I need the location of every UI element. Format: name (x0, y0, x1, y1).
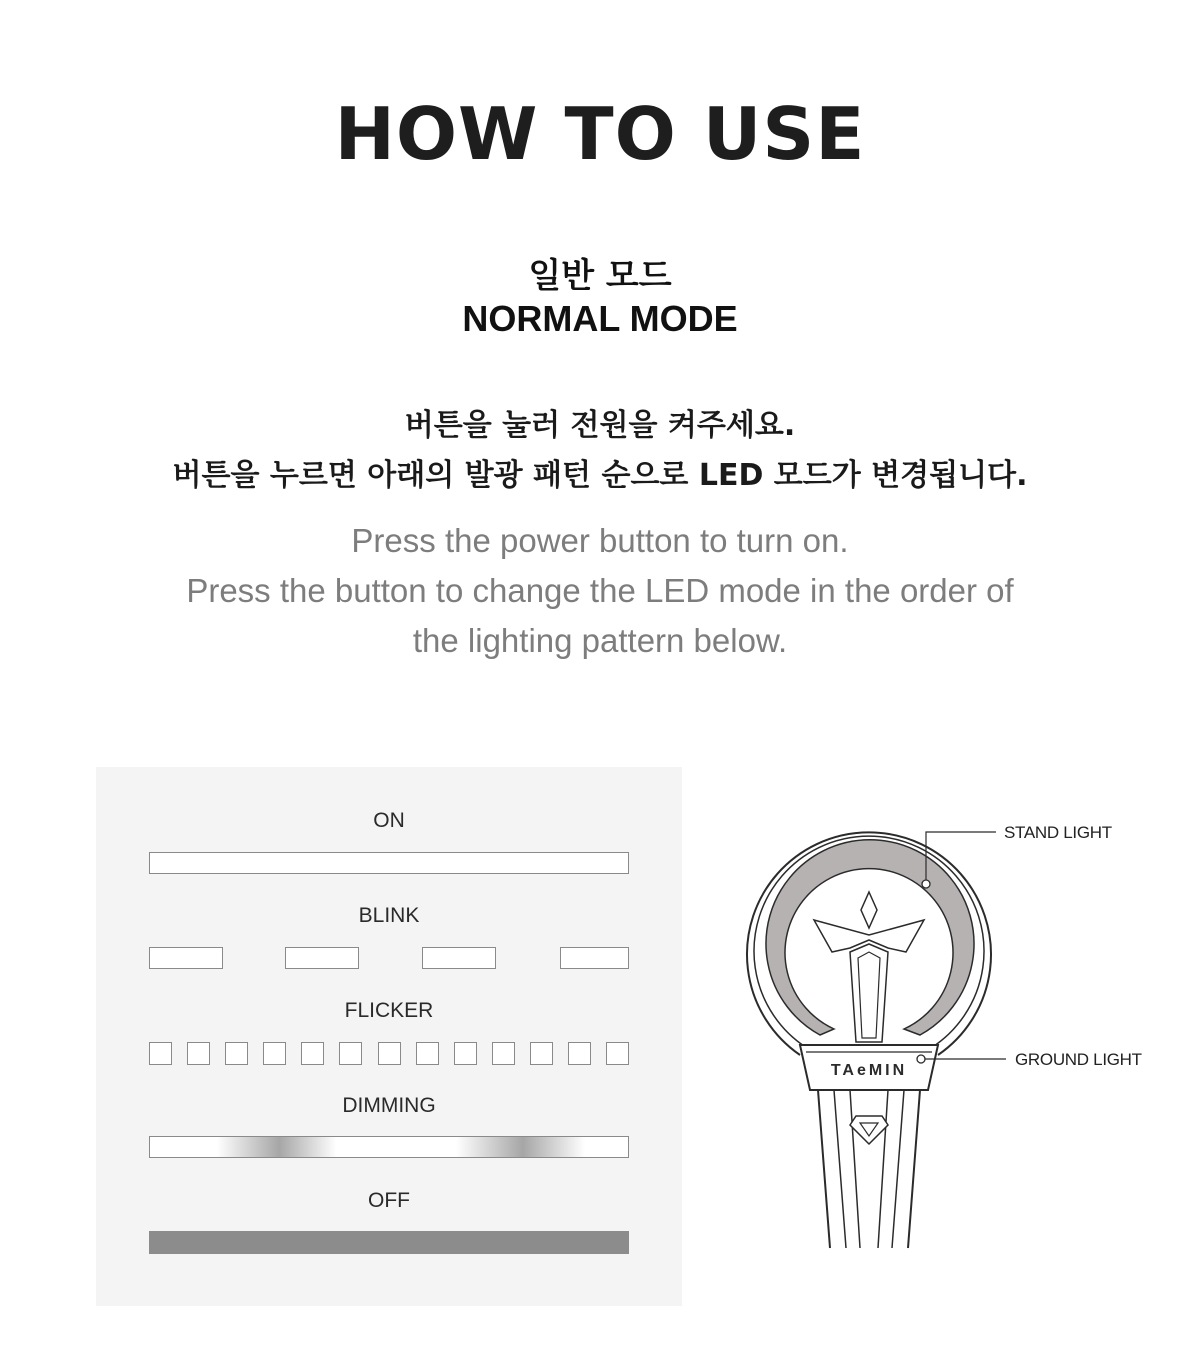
flicker-segment (339, 1042, 362, 1065)
instruction-en-line-2: Press the button to change the LED mode in the order of (186, 572, 1014, 609)
lightstick-illustration (700, 780, 1200, 1300)
blink-segment (422, 947, 496, 969)
pattern-label-flicker: FLICKER (344, 999, 434, 1022)
crown-stem (850, 944, 888, 1042)
mode-title-korean: 일반 모드 (528, 256, 672, 296)
lighting-pattern-panel (96, 767, 682, 1306)
pattern-label-dimming: DIMMING (342, 1094, 436, 1117)
blink-segment (560, 947, 629, 969)
flicker-segment (378, 1042, 401, 1065)
flicker-segment (187, 1042, 210, 1065)
stand-light-label: STAND LIGHT (1004, 823, 1112, 842)
flicker-segment (416, 1042, 439, 1065)
pattern-bar-dimming (149, 1136, 629, 1158)
pattern-bar-on (149, 852, 629, 874)
pattern-label-on: ON (373, 809, 405, 832)
pattern-label-off: OFF (368, 1189, 410, 1212)
ground-light-marker (917, 1055, 925, 1063)
flicker-segment (492, 1042, 515, 1065)
flicker-segment (568, 1042, 591, 1065)
instruction-en-line-1: Press the power button to turn on. (351, 522, 849, 559)
pattern-bar-off (149, 1231, 629, 1254)
mode-title-english: NORMAL MODE (462, 298, 738, 339)
handle-ribs (834, 1090, 904, 1248)
handle-emblem-icon (850, 1116, 888, 1144)
page-title: HOW TO USE (334, 92, 866, 176)
blink-segment (285, 947, 359, 969)
flicker-segment (225, 1042, 248, 1065)
flicker-segment (454, 1042, 477, 1065)
brand-logo-text: TAeMIN (830, 1062, 908, 1079)
flicker-segment (301, 1042, 324, 1065)
flicker-segment (263, 1042, 286, 1065)
flicker-segment (530, 1042, 553, 1065)
flicker-segment (149, 1042, 172, 1065)
instruction-ko-line-2: 버튼을 누르면 아래의 발광 패턴 순으로 LED 모드가 변경됩니다. (172, 458, 1028, 493)
flicker-segment (606, 1042, 629, 1065)
ground-light-label: GROUND LIGHT (1015, 1050, 1142, 1069)
handle-outline (818, 1090, 920, 1248)
lightstick-svg (700, 780, 1200, 1300)
instruction-ko-line-1: 버튼을 눌러 전원을 켜주세요. (404, 408, 796, 443)
instruction-en-line-3: the lighting pattern below. (412, 622, 788, 659)
pattern-label-blink: BLINK (358, 904, 420, 927)
stand-light-marker (922, 880, 930, 888)
blink-segment (149, 947, 223, 969)
